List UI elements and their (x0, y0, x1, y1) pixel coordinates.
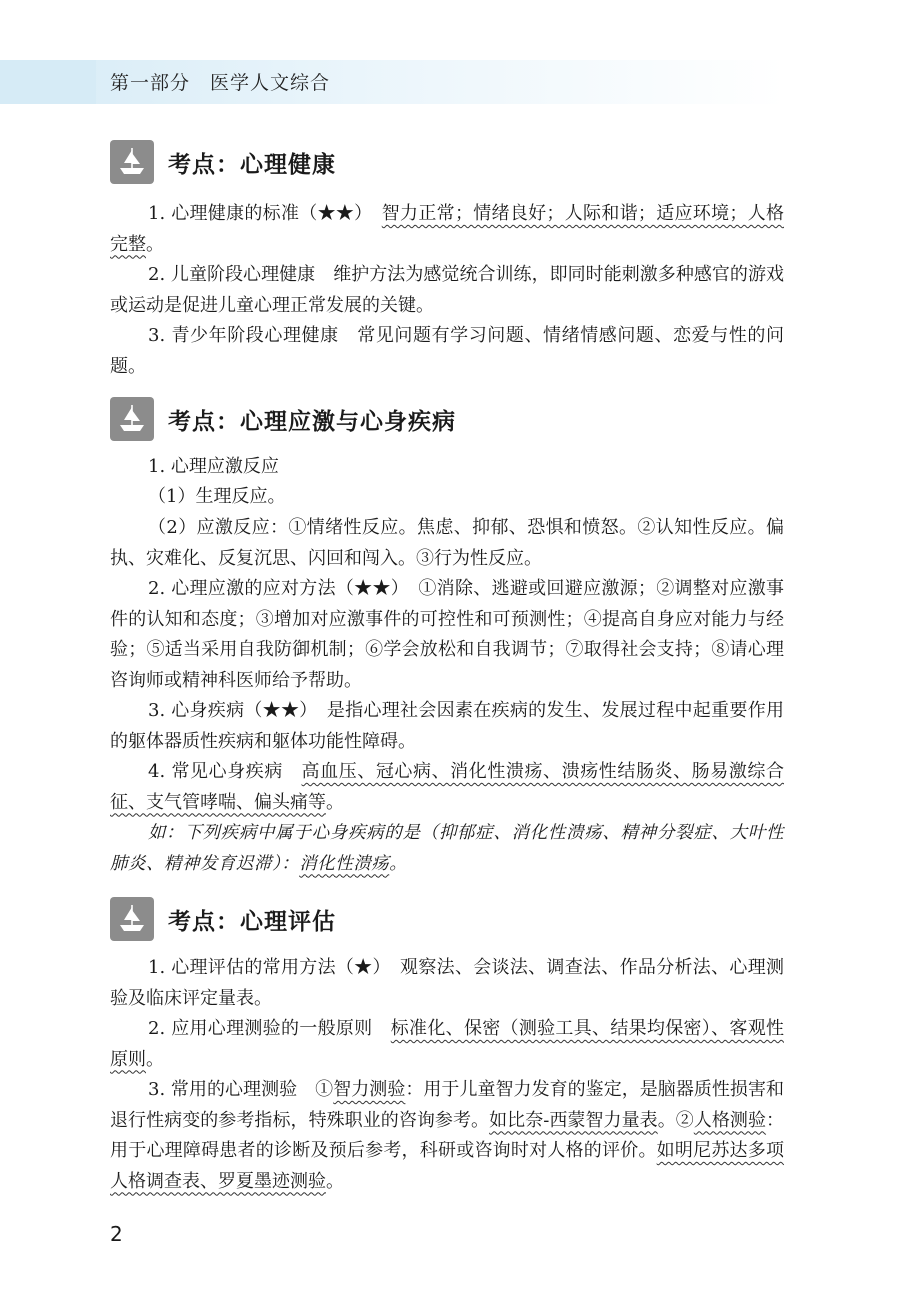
page-number: 2 (110, 1222, 123, 1246)
section-heading-mental-health (110, 137, 336, 187)
section-heading-stress (110, 394, 456, 444)
highlighted-text: 智力测验 (333, 1079, 406, 1100)
paragraph-tail: 。 (146, 233, 164, 255)
paragraph (110, 1014, 784, 1075)
highlighted-text: 如比奈-西蒙智力量表 (489, 1109, 658, 1131)
section-heading-assessment (110, 894, 336, 944)
section-title: 考点：心理健康 (168, 151, 336, 178)
paragraph (110, 199, 784, 260)
text-fragment: 。② (657, 1109, 694, 1131)
paragraph-lead: 4. 常见心身疾病 (148, 761, 302, 782)
text-fragment: 3. 常用的心理测验 ① (148, 1079, 334, 1100)
example-question: 如：下列疾病中属于心身疾病的是（抑郁症、消化性溃疡、精神分裂症、大叶性肺炎、精神发育迟滞）： (110, 823, 784, 874)
text-fragment: 。 (326, 1170, 344, 1192)
paragraph (110, 757, 784, 818)
paragraph: 2. 儿童阶段心理健康 维护方法为感觉统合训练，即同时能刺激多种感官的游戏或运动是促进儿童心理正常发展的关键。 (110, 264, 784, 316)
highlighted-text: 标准化、保密（测验工具、结果均保密）、客观性原则 (110, 1018, 784, 1070)
sailboat-icon (110, 397, 154, 441)
paragraph: （2）应激反应：①情绪性反应。焦虑、抑郁、恐惧和愤怒。②认知性反应。偏执、灾难化、反复沉思、闪回和闯入。③行为性反应。 (110, 517, 784, 569)
text-fragment: ：用于心理障碍患者的诊断及预后参考，科研或咨询时对人格的评价。 (110, 1109, 785, 1161)
example-paragraph (110, 818, 784, 879)
example-answer: 消化性溃疡 (299, 853, 390, 874)
header-tab (0, 60, 96, 104)
sailboat-icon (110, 897, 154, 941)
paragraph: 3. 青少年阶段心理健康 常见问题有学习问题、情绪情感问题、恋爱与性的问题。 (110, 325, 784, 377)
paragraph-lead: 1. 心理健康的标准（★★） (148, 203, 364, 224)
section-title: 考点：心理评估 (168, 908, 336, 935)
paragraph-tail: 。 (389, 853, 408, 874)
paragraph: 1. 心理应激反应 (148, 456, 279, 477)
text-fragment: ：用于儿童智力发育的鉴定，是脑器质性损害和退行性病变的参考指标，特殊职业的咨询参考。 (110, 1079, 785, 1131)
paragraph-tail: 。 (326, 791, 344, 813)
sailboat-icon (110, 140, 154, 184)
highlighted-text: 智力正常；情绪良好；人际和谐；适应环境；人格完整 (110, 203, 784, 255)
paragraph: 2. 心理应激的应对方法（★★） ①消除、逃避或回避应激源；②调整对应激事件的认知和态度；③增加对应激事件的可控性和可预测性；④提高自身应对能力与经验；⑤适当采用自我防御机制；⑥学会放松和自我调节；⑦取得社会支持；⑧请心理咨询师或精神科医师给予帮助。 (110, 578, 784, 691)
highlighted-text: 如明尼苏达多项人格调查表、罗夏墨迹测验 (110, 1140, 785, 1192)
highlighted-text: 高血压、冠心病、消化性溃疡、溃疡性结肠炎、肠易激综合征、支气管哮喘、偏头痛等 (110, 761, 784, 813)
paragraph: 3. 心身疾病（★★） 是指心理社会因素在疾病的发生、发展过程中起重要作用的躯体器质性疾病和躯体功能性障碍。 (110, 700, 784, 752)
paragraph-tail: 。 (146, 1048, 164, 1070)
highlighted-text: 人格测验 (693, 1109, 767, 1131)
paragraph (110, 1075, 784, 1197)
paragraph-lead: 2. 应用心理测验的一般原则 (148, 1018, 391, 1039)
section-title: 考点：心理应激与心身疾病 (168, 408, 456, 435)
running-header: 第一部分 医学人文综合 (110, 72, 331, 94)
paragraph: 1. 心理评估的常用方法（★） 观察法、会谈法、调查法、作品分析法、心理测验及临床评定量表。 (110, 957, 784, 1009)
paragraph: （1）生理反应。 (148, 486, 286, 507)
